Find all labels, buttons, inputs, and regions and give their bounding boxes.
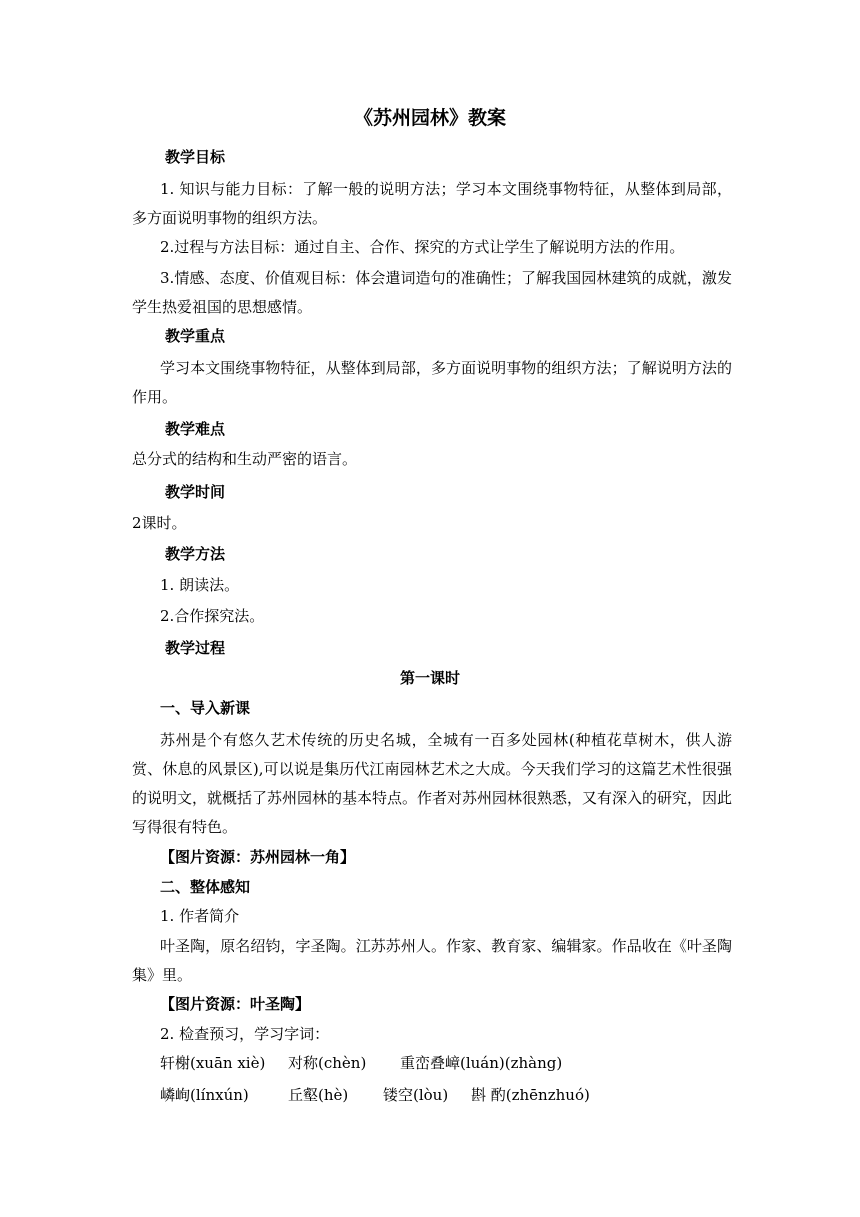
vocab-row-1 — [160, 1052, 562, 1074]
author-resource: 【图片资源：叶圣陶】 — [160, 995, 311, 1013]
methods-heading: 教学方法 — [165, 545, 226, 563]
vocab-word: 斟 酌(zhēnzhuó) — [471, 1086, 590, 1104]
vocab-word: 轩榭(xuān xiè) — [160, 1054, 266, 1072]
vocab-word: 重峦叠嶂(luán)(zhàng) — [400, 1054, 563, 1072]
method-item-1: 1. 朗读法。 — [160, 576, 240, 594]
goals-heading: 教学目标 — [165, 148, 226, 166]
method-item-2: 2.合作探究法。 — [160, 607, 265, 625]
author-text: 叶圣陶，原名绍钧，字圣陶。江苏苏州人。作家、教育家、编辑家。作品收在《叶圣陶集》里。 — [132, 937, 732, 984]
intro-heading: 一、导入新课 — [160, 699, 251, 717]
time-heading: 教学时间 — [165, 483, 226, 501]
difficulties-text: 总分式的结构和生动严密的语言。 — [132, 450, 358, 468]
author-heading: 1. 作者简介 — [160, 907, 240, 925]
goal-item-3: 3.情感、态度、价值观目标：体会遣词造句的准确性；了解我国园林建筑的成就，激发学生热爱祖国的思想感情。 — [132, 269, 732, 316]
goal-item-1: 1. 知识与能力目标：了解一般的说明方法；学习本文围绕事物特征，从整体到局部，多方面说明事物的组织方法。 — [132, 180, 732, 227]
time-text: 2课时。 — [132, 514, 187, 532]
vocab-word: 对称(chèn) — [288, 1054, 367, 1072]
overview-heading: 二、整体感知 — [160, 878, 251, 896]
goal-item-2: 2.过程与方法目标：通过自主、合作、探究的方式让学生了解说明方法的作用。 — [160, 238, 685, 256]
process-heading: 教学过程 — [165, 639, 226, 657]
vocab-word: 嶙峋(línxún) — [160, 1086, 249, 1104]
key-points-text: 学习本文围绕事物特征，从整体到局部，多方面说明事物的组织方法；了解说明方法的作用。 — [132, 359, 732, 406]
intro-text: 苏州是个有悠久艺术传统的历史名城，全城有一百多处园林(种植花草树木，供人游赏、休息的风景区),可以说是集历代江南园林艺术之大成。今天我们学习的这篇艺术性很强的说明文，就概括了苏州园林的基本特点。作者对苏州园林很熟悉，又有深入的研究，因此写得很有特色。 — [132, 731, 733, 836]
difficulties-heading: 教学难点 — [165, 420, 226, 438]
vocab-heading: 2. 检查预习，学习字词： — [160, 1025, 330, 1043]
vocab-row-2 — [160, 1084, 590, 1106]
document-title: 《苏州园林》教案 — [353, 107, 506, 129]
vocab-word: 镂空(lòu) — [383, 1086, 449, 1104]
key-points-heading: 教学重点 — [165, 327, 226, 345]
lesson-title: 第一课时 — [399, 669, 460, 687]
vocab-word: 丘壑(hè) — [288, 1086, 349, 1104]
intro-resource: 【图片资源：苏州园林一角】 — [160, 848, 356, 866]
